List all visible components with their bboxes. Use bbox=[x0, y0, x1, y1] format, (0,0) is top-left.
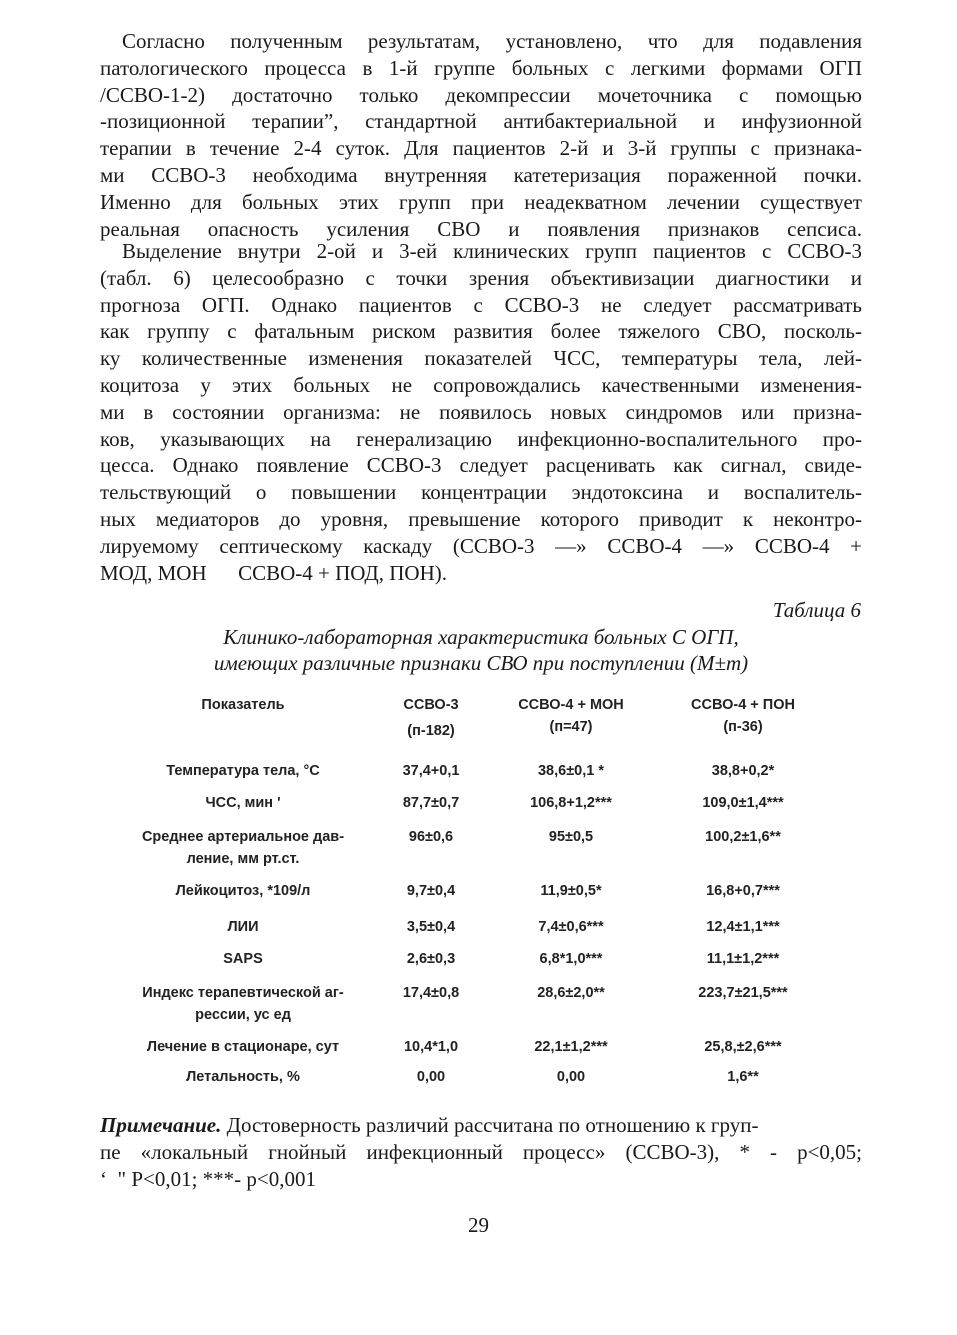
text-line: патологического процесса в 1-й группе больных с легкими формами ОГП bbox=[100, 55, 862, 80]
note-text: пе «локальный гнойный инфекционный процесс» (ССВО-3), * - р<0,05; bbox=[100, 1139, 862, 1164]
row-label bbox=[120, 916, 366, 938]
label-line: Лечение в стационаре, сут bbox=[146, 1039, 340, 1055]
table-cell: 37,4+0,1 bbox=[402, 763, 460, 779]
header-line: ССВО-4 + МОН bbox=[518, 697, 624, 713]
text-line: лируемому септическому каскаду (ССВО-3 —» ССВО-4 —» ССВО-4 + bbox=[100, 533, 862, 558]
table-cell: 6,8*1,0*** bbox=[539, 951, 603, 967]
header-line: Показатель bbox=[201, 697, 285, 713]
text-line: коцитоза у этих больных не сопровождались качественными изменения- bbox=[100, 372, 862, 397]
row-label bbox=[120, 792, 366, 814]
header-line: ССВО-4 + ПОН bbox=[691, 697, 795, 713]
note-text: Достоверность различий рассчитана по отношению к груп- bbox=[221, 1113, 759, 1137]
caption-line: имеющих различные признаки СВО при поступлении (M±m) bbox=[213, 651, 749, 675]
header-line: (п=47) bbox=[549, 719, 593, 735]
note bbox=[100, 1112, 862, 1192]
table-cell: 9,7±0,4 bbox=[406, 883, 456, 899]
label-line: Лейкоцитоз, *109/л bbox=[175, 883, 311, 899]
table-row bbox=[120, 1036, 840, 1058]
table-row bbox=[120, 1066, 840, 1088]
label-line: Индекс терапевтической аг- bbox=[142, 985, 344, 1001]
text-line: (табл. 6) целесообразно с точки зрения объективизации диагностики и bbox=[100, 265, 862, 290]
table-cell: 223,7±21,5*** bbox=[698, 985, 788, 1001]
table-cell: 2,6±0,3 bbox=[406, 951, 456, 967]
caption-line: Клинико-лабораторная характеристика больных С ОГП, bbox=[223, 625, 739, 649]
paragraph-1 bbox=[100, 28, 862, 242]
page-number: 29 bbox=[468, 1213, 489, 1237]
text-line: ку количественные изменения показателей ЧСС, температуры тела, лей- bbox=[100, 346, 862, 371]
row-label bbox=[120, 948, 366, 970]
table-header-cell bbox=[366, 694, 496, 742]
text-line: Именно для больных этих групп при неадекватном лечении существует bbox=[100, 189, 862, 214]
row-label bbox=[120, 760, 366, 782]
row-label bbox=[120, 880, 366, 902]
row-label bbox=[120, 1066, 366, 1088]
table-caption bbox=[100, 624, 862, 676]
row-label bbox=[120, 982, 366, 1026]
table-cell: 96±0,6 bbox=[408, 829, 454, 845]
table-label: Таблица 6 bbox=[772, 598, 861, 622]
table-row bbox=[120, 826, 840, 870]
header-line: ССВО-3 bbox=[403, 697, 459, 713]
text-line: реальная опасность усиления СВО и появления признаков сепсиса. bbox=[100, 216, 862, 241]
table-cell: 10,4*1,0 bbox=[403, 1039, 459, 1055]
table-cell: 100,2±1,6** bbox=[705, 829, 781, 845]
text-line: /ССВО-1-2) достаточно только декомпрессии мочеточника с помощью bbox=[100, 82, 862, 107]
table-row bbox=[120, 792, 840, 814]
table-cell: 12,4±1,1*** bbox=[706, 919, 780, 935]
table-header-cell bbox=[120, 694, 366, 742]
table-row bbox=[120, 948, 840, 970]
table-header-cell bbox=[646, 694, 840, 742]
text-line: ков, указывающих на генерализацию инфекционно-воспалительного про- bbox=[100, 426, 862, 451]
text-line: цесса. Однако появление ССВО-3 следует расценивать как сигнал, свиде- bbox=[100, 453, 862, 478]
text-line: прогноза ОГП. Однако пациентов с ССВО-3 не следует рассматривать bbox=[100, 292, 862, 317]
table-cell: 0,00 bbox=[416, 1069, 446, 1085]
table-cell: 1,6** bbox=[727, 1069, 759, 1085]
table-cell: 95±0,5 bbox=[548, 829, 594, 845]
text-line: Согласно полученным результатам, установлено, что для подавления bbox=[122, 29, 862, 53]
text-line: Выделение внутри 2-ой и 3-ей клинических групп пациентов с ССВО-3 bbox=[122, 239, 862, 263]
note-text: ‘ " Р<0,01; ***- р<0,001 bbox=[100, 1166, 317, 1191]
table-cell: 22,1±1,2*** bbox=[534, 1039, 608, 1055]
text-line: терапии в течение 2-4 суток. Для пациентов 2-й и 3-й группы с признака- bbox=[100, 136, 862, 161]
table-row bbox=[120, 760, 840, 782]
table-row bbox=[120, 916, 840, 938]
table-cell: 11,1±1,2*** bbox=[706, 951, 780, 967]
row-label bbox=[120, 826, 366, 870]
table-cell: 25,8,±2,6*** bbox=[704, 1039, 782, 1055]
table-cell: 16,8+0,7*** bbox=[706, 883, 780, 899]
table-cell: 0,00 bbox=[556, 1069, 586, 1085]
paragraph-2 bbox=[100, 238, 862, 586]
table-cell: 11,9±0,5* bbox=[540, 883, 602, 899]
text-line: как группу с фатальным риском развития более тяжелого СВО, посколь- bbox=[100, 319, 862, 344]
label-line: ЛИИ bbox=[227, 919, 259, 935]
text-line: ми в состоянии организма: не появилось новых синдромов или призна- bbox=[100, 399, 862, 424]
table-cell: 106,8+1,2*** bbox=[530, 795, 612, 811]
table-cell: 7,4±0,6*** bbox=[538, 919, 604, 935]
table-header-row bbox=[120, 694, 840, 742]
table-cell: 87,7±0,7 bbox=[402, 795, 460, 811]
header-line: (п-182) bbox=[407, 723, 455, 739]
label-line: Температура тела, °С bbox=[166, 763, 320, 779]
label-line: Летальность, % bbox=[186, 1069, 300, 1085]
table-cell: 17,4±0,8 bbox=[402, 985, 460, 1001]
label-line: Среднее артериальное дав- bbox=[141, 829, 345, 845]
text-line: тельствующий о повышении концентрации эндотоксина и воспалитель- bbox=[100, 480, 862, 505]
text-line: ми ССВО-3 необходима внутренняя катетеризация пораженной почки. bbox=[100, 162, 862, 187]
note-label: Примечание. bbox=[100, 1113, 222, 1137]
table-header-cell bbox=[496, 694, 646, 742]
text-line: ных медиаторов до уровня, превышение которого приводит к неконтро- bbox=[100, 506, 862, 531]
table-cell: 3,5±0,4 bbox=[406, 919, 456, 935]
header-line: (п-36) bbox=[723, 719, 763, 735]
label-line: ление, мм рт.ст. bbox=[186, 851, 300, 867]
row-label bbox=[120, 1036, 366, 1058]
table-cell: 109,0±1,4*** bbox=[702, 795, 784, 811]
table-cell: 28,6±2,0** bbox=[537, 985, 605, 1001]
text-line: -позиционной терапии”, стандартной антибактериальной и инфузионной bbox=[100, 109, 862, 134]
table-row bbox=[120, 880, 840, 902]
label-line: SAPS bbox=[223, 951, 263, 967]
label-line: ЧСС, мин ' bbox=[205, 795, 281, 811]
text-line: МОД, МОН ССВО-4 + ПОД, ПОН). bbox=[100, 560, 447, 585]
table-row bbox=[120, 982, 840, 1026]
table-cell: 38,8+0,2* bbox=[711, 763, 775, 779]
table-cell: 38,6±0,1 * bbox=[537, 763, 604, 779]
label-line: рессии, ус ед bbox=[195, 1007, 291, 1023]
